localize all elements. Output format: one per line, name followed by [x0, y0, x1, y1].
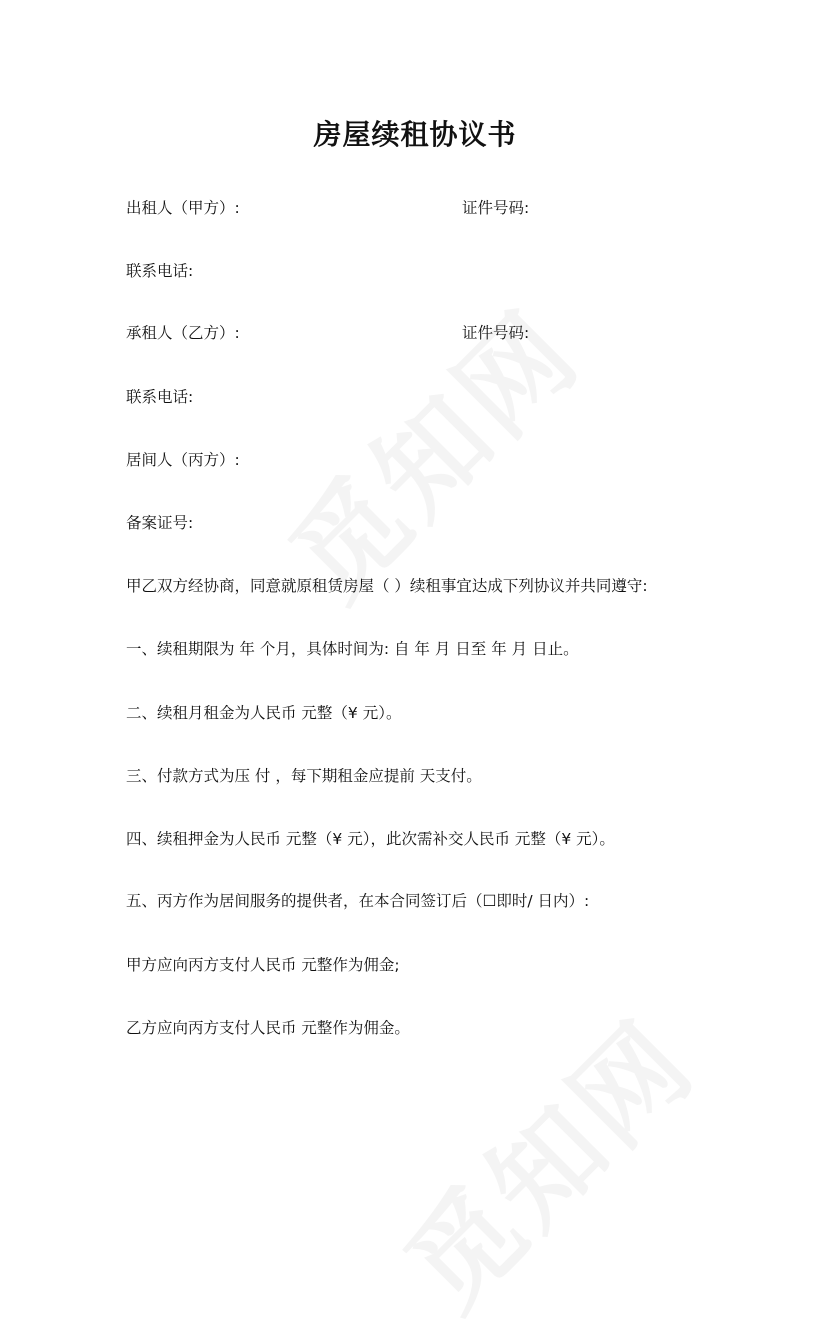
landlord-id-label: 证件号码:: [462, 199, 530, 217]
clause-rent: 二、续租月租金为人民币 元整（¥ 元）。: [126, 704, 402, 722]
record-number-label: 备案证号:: [126, 514, 194, 532]
clause-payment: 三、付款方式为压 付 ，每下期租金应提前 天支付。: [126, 767, 482, 785]
clause-term: 一、续租期限为 年 个月，具体时间为: 自 年 月 日至 年 月 日止。: [126, 640, 579, 658]
tenant-phone-label: 联系电话:: [126, 388, 194, 406]
landlord-label: 出租人（甲方）:: [126, 199, 240, 217]
tenant-label: 承租人（乙方）:: [126, 324, 240, 342]
clause-agent-fee: 五、丙方作为居间服务的提供者，在本合同签订后（☐即时/ 日内）:: [126, 892, 590, 910]
clause-landlord-commission: 甲方应向丙方支付人民币 元整作为佣金;: [126, 956, 400, 974]
tenant-id-label: 证件号码:: [462, 324, 530, 342]
agent-label: 居间人（丙方）:: [126, 451, 240, 469]
intro-paragraph: 甲乙双方经协商，同意就原租赁房屋（ ）续租事宜达成下列协议并共同遵守:: [126, 577, 648, 595]
document-title: 房屋续租协议书: [313, 118, 517, 151]
landlord-phone-label: 联系电话:: [126, 262, 194, 280]
watermark: [365, 980, 723, 1338]
clause-deposit: 四、续租押金为人民币 元整（¥ 元），此次需补交人民币 元整（¥ 元）。: [126, 830, 615, 848]
clause-tenant-commission: 乙方应向丙方支付人民币 元整作为佣金。: [126, 1019, 410, 1037]
